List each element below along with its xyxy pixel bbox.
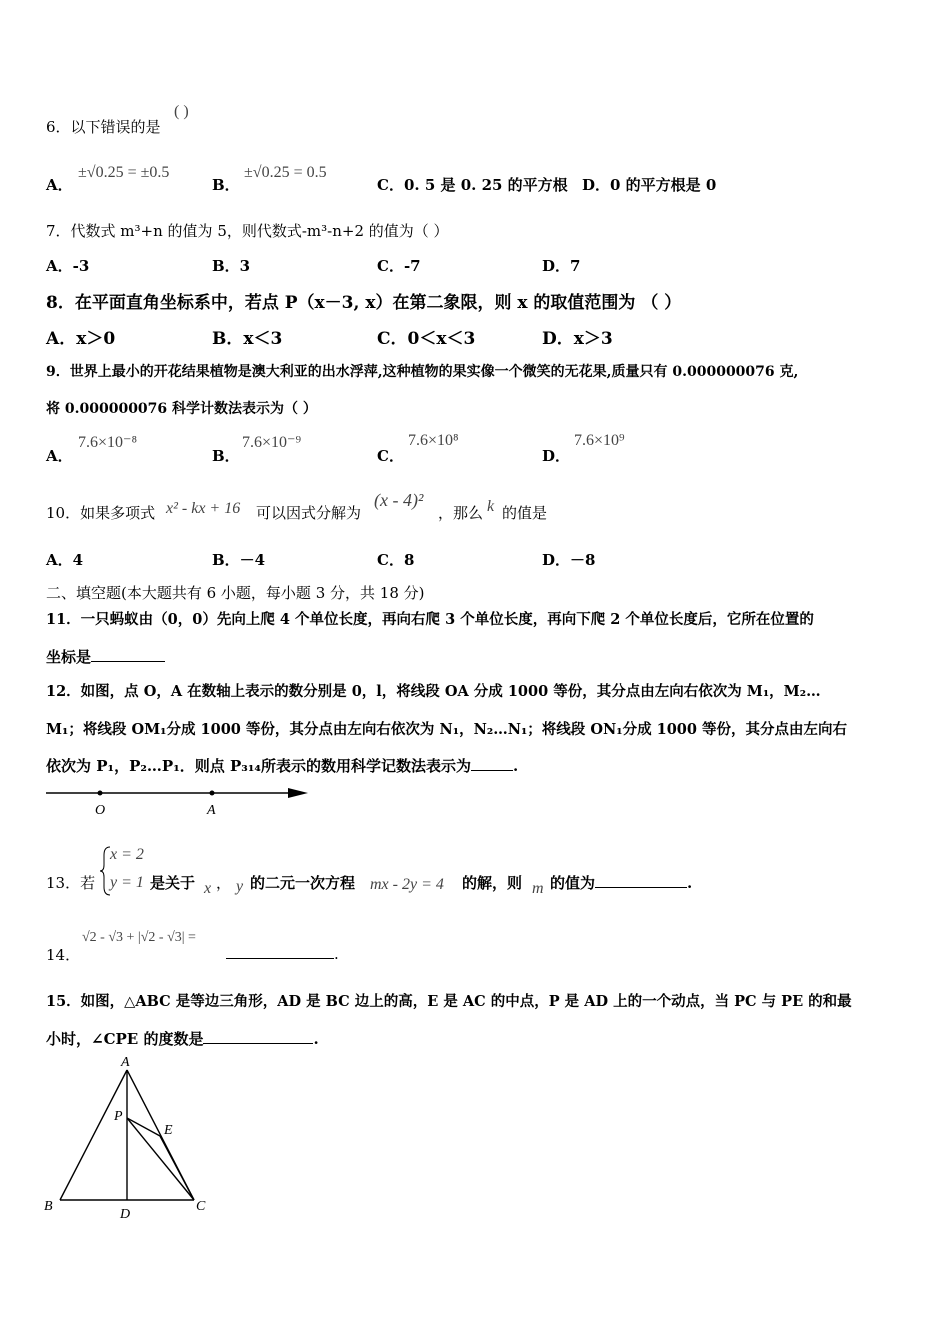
q8-option-a: A．x＞0 <box>46 329 116 349</box>
q12-number-line-figure <box>40 780 320 820</box>
q6-option-c: C．0. 5 是 0. 25 的平方根 <box>377 176 568 194</box>
q7-option-d: D．7 <box>542 257 581 275</box>
q12-answer-blank[interactable] <box>471 756 513 771</box>
q10-prefix: 10．如果多项式 <box>46 504 156 522</box>
q13-answer-blank[interactable] <box>595 873 687 888</box>
q13-system-eq1: x = 2 <box>110 846 144 863</box>
q13-comma: ， <box>216 874 232 892</box>
q9-stem-line1: 9．世界上最小的开花结果植物是澳大利亚的出水浮萍,这种植物的果实像一个微笑的无花果,质量只有 0.000000076 克, <box>46 364 799 380</box>
vertex-c-label: C <box>196 1199 206 1214</box>
q8-option-c: C．0＜x＜3 <box>377 329 476 349</box>
q7-option-c: C．-7 <box>377 257 421 275</box>
q9-option-d-math: 7.6×10⁹ <box>574 432 625 449</box>
q13-equation: mx - 2y = 4 <box>370 876 444 893</box>
q14-expression: √2 - √3 + |√2 - √3| = <box>82 930 196 945</box>
point-d-label: D <box>120 1207 131 1222</box>
q10-option-b: B．－4 <box>212 551 266 569</box>
q12-period: . <box>512 757 519 775</box>
q9-option-a-math: 7.6×10⁻⁸ <box>78 434 138 451</box>
q13-text3: 的解，则 <box>462 874 523 892</box>
brace-path <box>100 847 110 895</box>
q12-stem-line2: M₁；将线段 OM₁分成 1000 等份，其分点由左向右依次为 N₁，N₂…N₁；将线段 ON₁分成 1000 等份，其分点由左向右 <box>46 721 848 738</box>
q7-option-b: B．3 <box>212 257 251 275</box>
point-e-label: E <box>164 1123 173 1138</box>
q9-option-c-math: 7.6×10⁸ <box>408 432 459 449</box>
q10-polynomial: x² - kx + 16 <box>166 500 241 517</box>
q13-number: 13．若 <box>46 874 96 892</box>
point-a-dot <box>210 791 215 796</box>
q13-text1: 是关于 <box>150 874 196 892</box>
q12-line3-text: 依次为 P₁，P₂…P₁．则点 P₃₁₄所表示的数用科学记数法表示为 <box>46 757 471 775</box>
q15-stem-line2 <box>46 1028 319 1049</box>
q6-option-a-math: ±√0.25 = ±0.5 <box>78 164 170 181</box>
q15-line2-text: 小时，∠CPE 的度数是 <box>46 1030 204 1048</box>
q9-option-b-label: B． <box>212 447 240 465</box>
q10-option-d: D．－8 <box>542 551 596 569</box>
q10-factor: (x - 4)² <box>374 490 424 510</box>
q10-option-a: A．4 <box>46 551 84 569</box>
q13-x: x <box>204 880 212 897</box>
q10-k: k <box>487 498 495 515</box>
q6-paren: ( ) <box>174 103 189 120</box>
q6-option-d: D．0 的平方根是 0 <box>582 176 717 194</box>
q12-stem-line3 <box>46 755 518 776</box>
number-line-arrow <box>288 788 308 798</box>
q11-stem-line2 <box>46 646 165 667</box>
q9-option-b-math: 7.6×10⁻⁹ <box>242 434 302 451</box>
q9-option-a-label: A． <box>46 447 73 465</box>
q10-option-c: C．8 <box>377 551 415 569</box>
q12-stem-line1: 12．如图，点 O，A 在数轴上表示的数分别是 0，l，将线段 OA 分成 1000 等份，其分点由左向右依次为 M₁，M₂… <box>46 683 821 700</box>
q6-option-b-math: ±√0.25 = 0.5 <box>244 164 327 181</box>
q10-suffix1: ，那么 <box>438 504 484 522</box>
q13-y: y <box>236 878 244 895</box>
q15-triangle-figure <box>40 1052 220 1224</box>
segment-pe <box>127 1118 160 1136</box>
q15-stem-line1: 15．如图，△ABC 是等边三角形，AD 是 BC 边上的高，E 是 AC 的中点，P 是 AD 上的一个动点，当 PC 与 PE 的和最 <box>46 993 852 1010</box>
q6-text: 以下错误的是 <box>70 118 161 136</box>
segment-pc <box>127 1118 194 1200</box>
q8-option-b: B．x＜3 <box>212 329 283 349</box>
q14-answer-area <box>226 944 339 963</box>
q8-option-d: D．x＞3 <box>542 329 613 349</box>
q9-option-c-label: C． <box>377 447 404 465</box>
point-o-label: O <box>95 803 106 818</box>
q9-stem-line2: 将 0.000000076 科学计数法表示为（ ） <box>46 401 317 417</box>
point-o-dot <box>98 791 103 796</box>
q15-period: . <box>313 1030 319 1048</box>
q15-answer-blank[interactable] <box>203 1029 313 1044</box>
vertex-b-label: B <box>44 1199 53 1214</box>
q14-number: 14． <box>46 946 81 964</box>
q6-option-b-label: B． <box>212 176 240 194</box>
q10-suffix2: 的值是 <box>502 504 548 522</box>
point-p-label: P <box>114 1109 123 1124</box>
q6-stem <box>46 116 161 137</box>
q7-stem: 7．代数式 m³+n 的值为 5，则代数式-m³-n+2 的值为（ ） <box>46 222 449 240</box>
q6-number: 6． <box>46 118 71 136</box>
side-ab <box>60 1070 127 1200</box>
q9-option-d-label: D． <box>542 447 571 465</box>
q13-text2: 的二元一次方程 <box>250 874 356 892</box>
q13-system-eq2: y = 1 <box>110 874 144 891</box>
q13-period: . <box>687 874 693 892</box>
q11-stem-line1: 11．一只蚂蚁由（0，0）先向上爬 4 个单位长度，再向右爬 3 个单位长度，再向下爬 2 个单位长度后，它所在位置的 <box>46 611 814 628</box>
q13-text4 <box>550 872 692 893</box>
q11-answer-blank[interactable] <box>91 647 165 662</box>
q13-text4-label: 的值为 <box>550 874 596 892</box>
q13-m: m <box>532 880 544 897</box>
q7-option-a: A．-3 <box>46 257 90 275</box>
point-a-label: A <box>207 803 216 818</box>
vertex-a-label: A <box>121 1055 130 1070</box>
section-fill-in-title: 二、填空题(本大题共有 6 小题，每小题 3 分，共 18 分) <box>46 584 425 602</box>
q8-stem: 8．在平面直角坐标系中，若点 P（x－3, x）在第二象限，则 x 的取值范围为 （ ） <box>46 293 682 313</box>
segment-ec <box>160 1136 194 1200</box>
q14-answer-blank[interactable] <box>226 944 334 959</box>
q14-period: . <box>334 945 339 963</box>
q10-mid: 可以因式分解为 <box>256 504 362 522</box>
q6-option-a-label: A． <box>46 176 73 194</box>
q11-line2-text: 坐标是 <box>46 648 92 666</box>
